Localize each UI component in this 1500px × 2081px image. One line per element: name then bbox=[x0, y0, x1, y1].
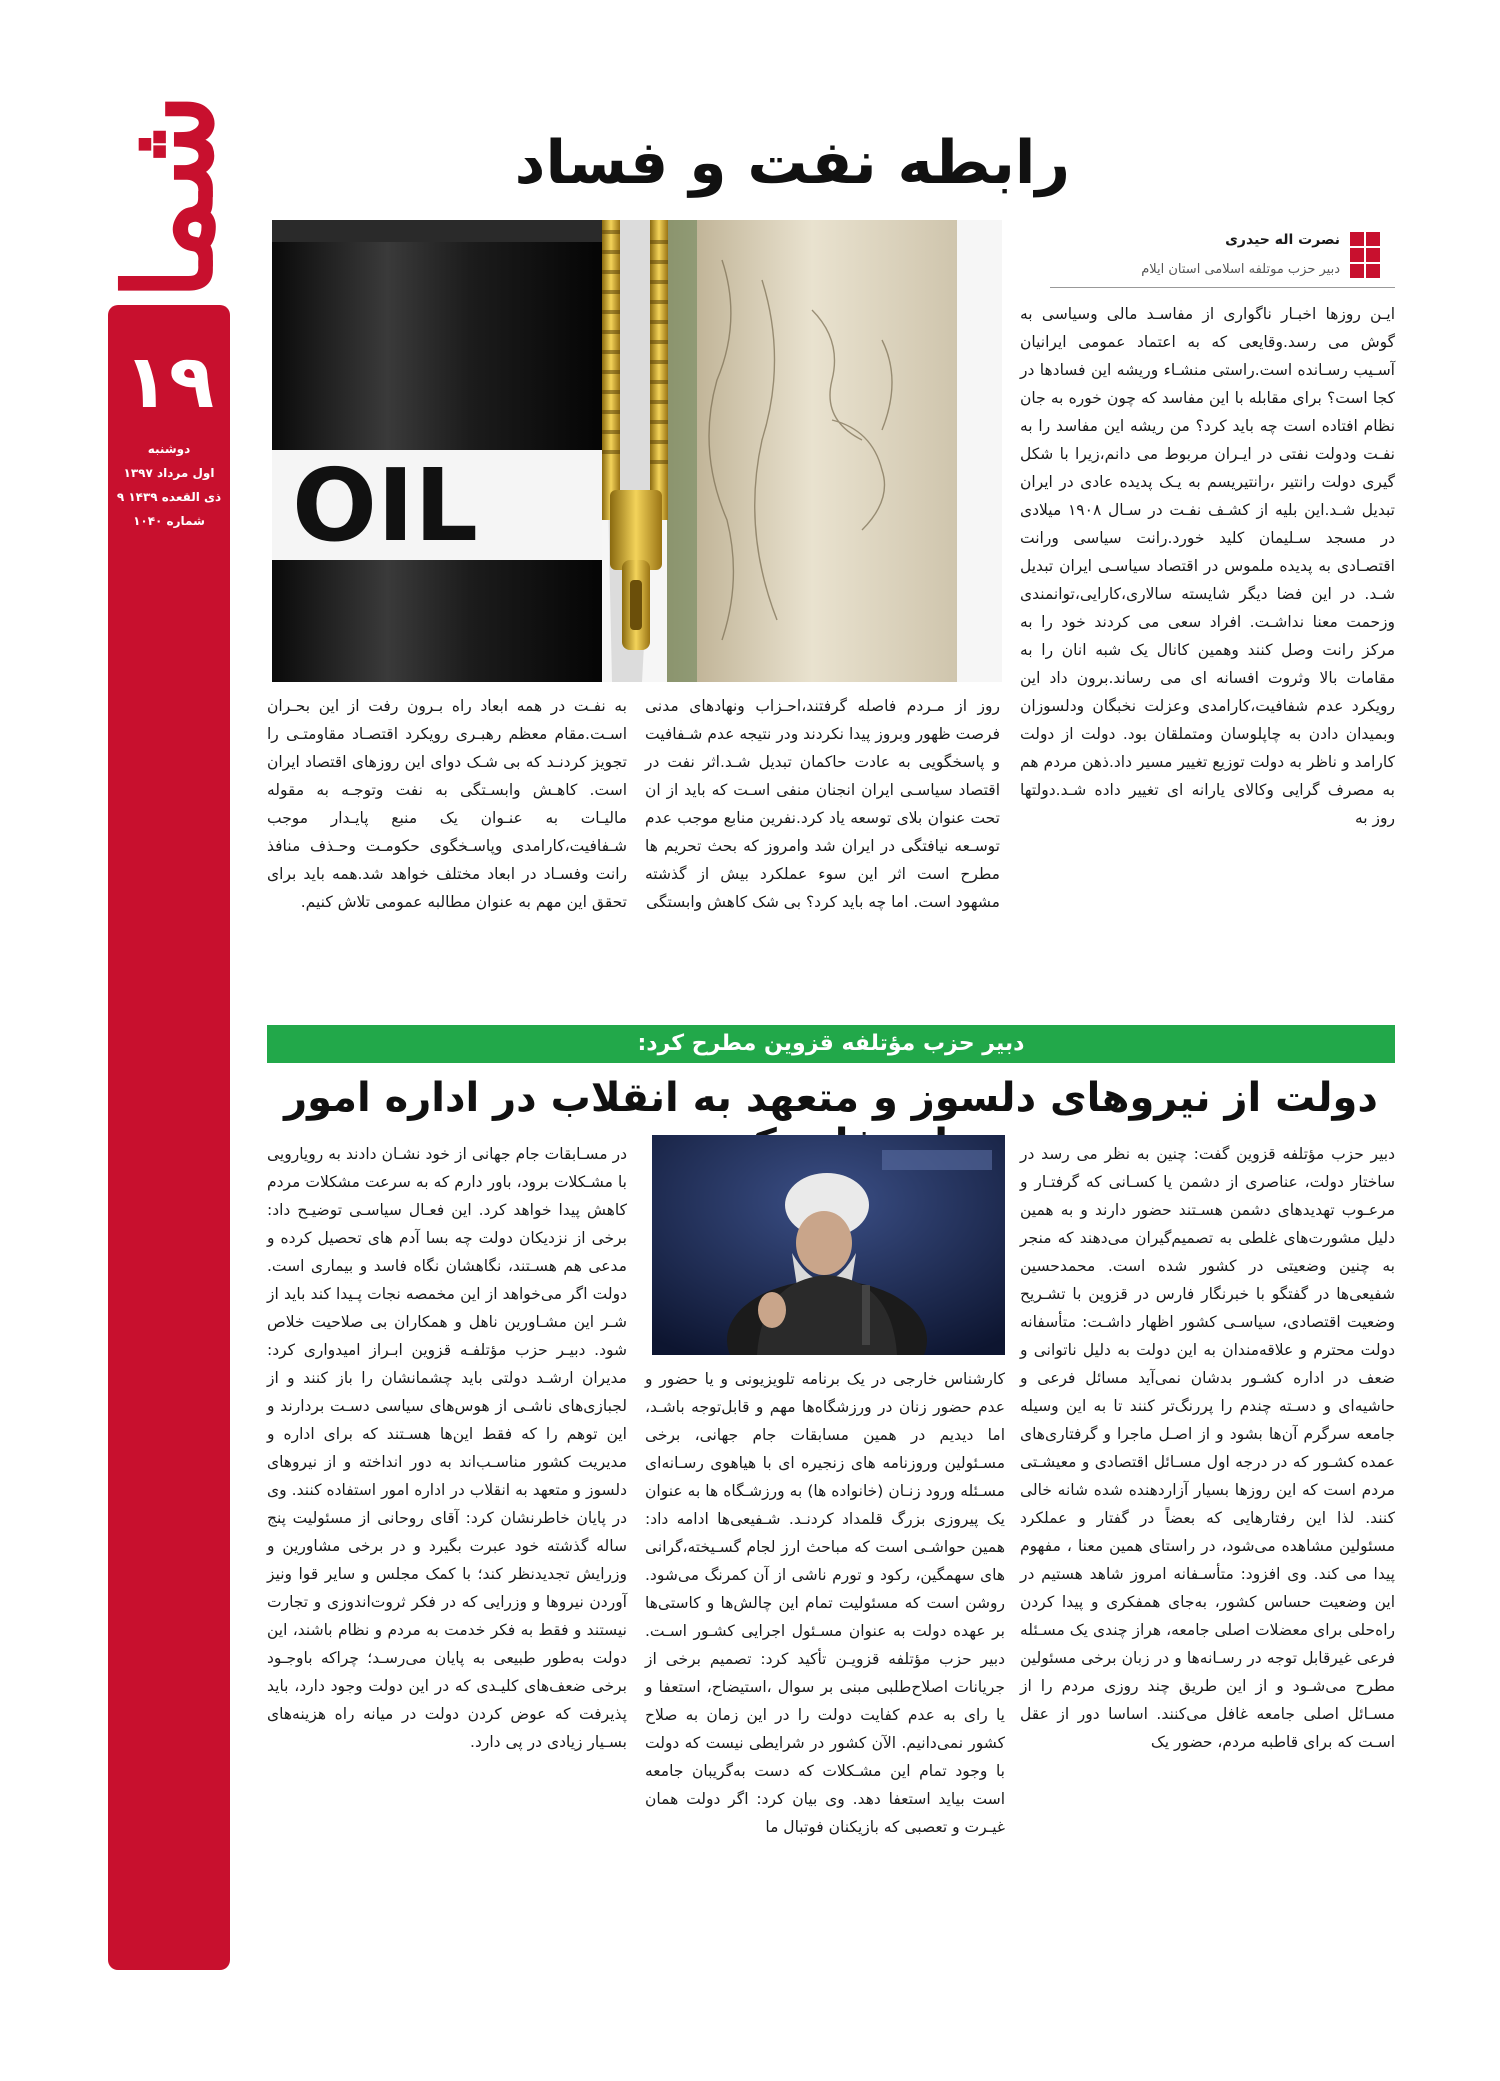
author-name: نصرت اله حیدری bbox=[1225, 232, 1340, 248]
author-divider bbox=[1050, 287, 1395, 288]
author-badge-icon bbox=[1352, 232, 1380, 287]
article2-headline: دولت از نیروهای دلسوز و متعهد به انقلاب در اداره امور bbox=[284, 1075, 1378, 1121]
article2-kicker: دبیر حزب مؤتلفه قزوین مطرح کرد: bbox=[267, 1025, 1395, 1063]
rouhani-photo bbox=[652, 1135, 1005, 1355]
masthead-logo: شما bbox=[99, 93, 240, 300]
article1-column-middle: روز از مـردم فاصله گرفتند،احـزاب ونهادهای مدنی فرصت ظهور وبروز پیدا نکردند ودر نتیجه عدم شـفافیت و پاسخگویی به عادت حاکمان تبدیل شـد.اثر نفت در اقتصاد سیاسـی ایران انجنان منفی اسـت که باید از ان تحت عنوان بلای توسعه یاد کرد.نفرین منابع موجب عدم توسـعه نیافتگی در ایران شد وامروز که بحث تحریم ها مطرح است اثر این سوء عملکرد بیش از گذشته مشهود است. اما چه باید کرد؟ بی شک کاهش وابستگی bbox=[645, 697, 1000, 911]
oil-label: OIL bbox=[292, 447, 478, 564]
oil-zipper-image bbox=[272, 220, 1002, 682]
article2-column-middle: کارشناس خارجی در یک برنامه تلویزیونی و یا حضور و عدم حضور زنان در ورزشگاه‌ها مهم و قابل‌توجه باشـد، اما دیدیم در همین مسابقات جام جهانی، برخی مسـئولین وروزنامه های زنجیره ای با هیاهوی رسـانه‌ای مسـئله ورود زنـان (خانواده ها) به ورزشـگاه ها به عنوان یک پیروزی بزرگ قلمداد کردنـد. شـفیعی‌ها ادامه داد: همین حواشـی است که مباحث ارز لجام گسـیخته،گرانی های سهمگین، رکود و تورم ناشی از آن کمرنگ می‌شود. روشن است که مسئولیت تمام این چالش‌ها و کاستی‌ها بر عهده دولت به عنوان مسـئول اجرایی کشـور اسـت. دبیر حزب مؤتلفه قزویـن تأکید کرد: تصمیم برخی از جریانات اصلاح‌طلبی مبنی بر سوال ،استیضاح، استعفا و یا رای به عدم کفایت دولت را در این زمان به صلاح کشور نمی‌دانیم. الآن کشور در شرایطی نیست که دولت با وجود تمام این مشـکلات که دست به‌گریبان جامعه است بیاید استعفا دهد. وی بیان کرد: اگر دولت همان غیـرت و تعصبی که بازیکنان فوتبال ما bbox=[645, 1370, 1005, 1836]
issue-number: شماره ۱۰۴۰ bbox=[133, 514, 205, 528]
issue-date-shamsi: اول مرداد ۱۳۹۷ bbox=[123, 466, 215, 480]
author-role: دبیر حزب موتلفه اسلامی استان ایلام bbox=[1141, 262, 1340, 277]
article1-column-right: ایـن روزها اخبـار ناگواری از مفاسـد مالی وسیاسی به گوش می رسد.وقایعی که به اعتماد عمومی ایرانیان آسـیب رسـانده است.راستی منشـاء وریشه این فسادها در کجا است؟ برای مقابله با این مفاسد که چون خوره به جان نظام افتاده است چه باید کرد؟ من ریشه این مفاسد را به نفـت ودولت نفتی در ایـران مربوط می دانم،زیرا با شکل گیری دولت رانتیر ،رانتیریسم به یـک پدیده عادی در ایران تبدیل شـد.این بلیه از کشـف نفـت در سـال ۱۹۰۸ میلادی در مسجد سـلیمان کلید خورد.رانت سیاسی ورانت اقتصـادی به پدیده ملموس در اقتصاد سیاسـی ایران تبدیل شـد. در این فضا دیگر شایسته سالاری،کارایی،توانمندی وزحمت معنا نداشـت. افراد سعی می کردند خود را به مرکز رانت وصل کنند وهمین کانال یک شبه انان را به مقامات بالا وثروت افسانه ای می رساند.برون داد این رویکرد عدم شفافیت،کارامدی وعزلت نخبگان ودلسوزان وبمیدان دادن به چاپلوسان ومتملقان بود. دولت از دولت کارامد و ناظر به دولت توزیع تغییر مسیر داد.ذهن مردم هم به مصرف گرایی وکالای یارانه ای تغییر داده شـد.دولتها روز به bbox=[1020, 305, 1395, 827]
issue-date-hijri: ۹ ذی القعده ۱۴۳۹ bbox=[116, 490, 222, 504]
article1-column-left: به نفـت در همه ابعاد راه بـرون رفت از این بحـران اسـت.مقام معظم رهبـری رویکرد اقتصـاد مقاومتـی را تجویز کردنـد که بی شـک دوای این روزهای اقتصاد ایران است. کاهـش وابسـتگی به نفت وتوجـه به مقوله مالیـات به عنـوان یک منبع پایـدار موجب شـفافیت،کارامدی وپاسـخگوی حکومـت وحـذف منافذ رانت وفسـاد در ابعاد مختلف خواهد شد.همه باید برای تحقق این مهم به عنوان مطالبه عمومی تلاش کنیم. bbox=[267, 697, 627, 911]
sidebar-strip bbox=[108, 305, 230, 1970]
issue-day: دوشنبه bbox=[147, 442, 191, 456]
article2-column-left: در مسـابقات جام جهانی از خود نشـان دادند به رویارویی با مشـکلات برود، باور دارم که به سرعت مشکلات مردم کاهش پیدا خواهد کرد. این فعـال سیاسـی توضیـح داد: برخی از نزدیکان دولت چه بسا آدم‌ های تحصیل کرده و مدعی هم هسـتند، نگاهشان نگاه فاسد و بیماری است. دولت اگر می‌خواهد از این مخمصه نجات پـیدا کند باید از شـر این مشـاورین ناهل و همکاران بی صلاحیت خلاص شود. دبیـر حزب مؤتلفـه قزوین ابـراز امیدواری کرد: مدیران ارشـد دولتی باید چشمانشان را باز کنند و از لجبازی‌های ناشـی از هوس‌های سیاسی دسـت بردارند و این توهم را که فقط این‌ها هسـتند که برای اداره و مدیریت کشور مناسـب‌اند به دور انداخته و از نیروهای دلسوز و متعهد به انقلاب در اداره امور استفاده کنند. وی در پایان خاطرنشان کرد: آقای روحانی از مسئولیت پنج ساله گذشته خود عبرت بگیرد و در برخی مشاورین و وزرایش تجدیدنظر کند؛ با کمک مجلس و سایر قوا ونیز آوردن نیروها و وزرایی که در فکر ثروت‌اندوزی و تجارت نیستند و فقط به فکر خدمت به مردم و نظام باشند، این دولت به‌طور طبیعی به پایان می‌رسـد؛ چراکه باوجـود برخی ضعف‌های کلیـدی که در این دولت وجود دارد، باید پذیرفت که عوض کردن دولت در میانه راه هزینه‌های بسـیار زیادی در پی دارد. bbox=[267, 1145, 627, 1751]
page-number: ۱۹ bbox=[123, 339, 215, 425]
article2-column-right: دبیر حزب مؤتلفه قزوین گفت: چنین به نظر می رسد در ساختار دولت، عناصری از دشمن یا کسـانی که گرفتـار و مرعـوب تهدیدهای دشمن هسـتند حضور دارند و به همین دلیل مشورت‌های غلطی به تصمیم‌گیران می‌دهند که منجر به چنین وضعیتی در کشور شده است. محمدحسین شفیعی‌ها در گفتگو با خبرنگار فارس در قزوین با تشـریح وضعیت اقتصادی، سیاسـی کشور اظهار داشـت: متأسفانه دولت محترم و علاقه‌مندان به این دولت به دلیل ناتوانی و ضعف در اداره کشـور بدشان نمی‌آید مسائل فرعی و حاشیه‌ای و دسـته چندم را پررنگ‌تر کنند تا به این وسیله جامعه سرگرم آن‌ها بشود و از اصـل ماجرا و گرفتاری‌های عمده کشـور که در درجه اول مسـائل اقتصادی و معیشـتی مردم است که این روزها بسیار آزاردهنده شده شانه خالی کنند. لذا این رفتارهایی که بعضاً در گفتار و عملکرد مسئولین مشاهده می‌شود، در راستای همین معنا ، مفهوم پیدا می کند. وی افزود: متأسـفانه امروز شاهد هستیم در این وضعیت حساس کشور، به‌جای همفکری و پیدا کردن راه‌حلی برای معضلات اصلی جامعه، هراز چندی یک مسـئله فرعی غیرقابل توجه در رسـانه‌ها و در زبان برخی مسئولین مطرح می‌شـود و از این طریق چند روزی مردم را از مسـائل اصلی جامعه غافل می‌کنند. اساسا دور از عقل اسـت که برای قاطبه مردم، حضور یک bbox=[1020, 1145, 1395, 1751]
article-title: رابطه نفت و فساد bbox=[514, 128, 1070, 198]
